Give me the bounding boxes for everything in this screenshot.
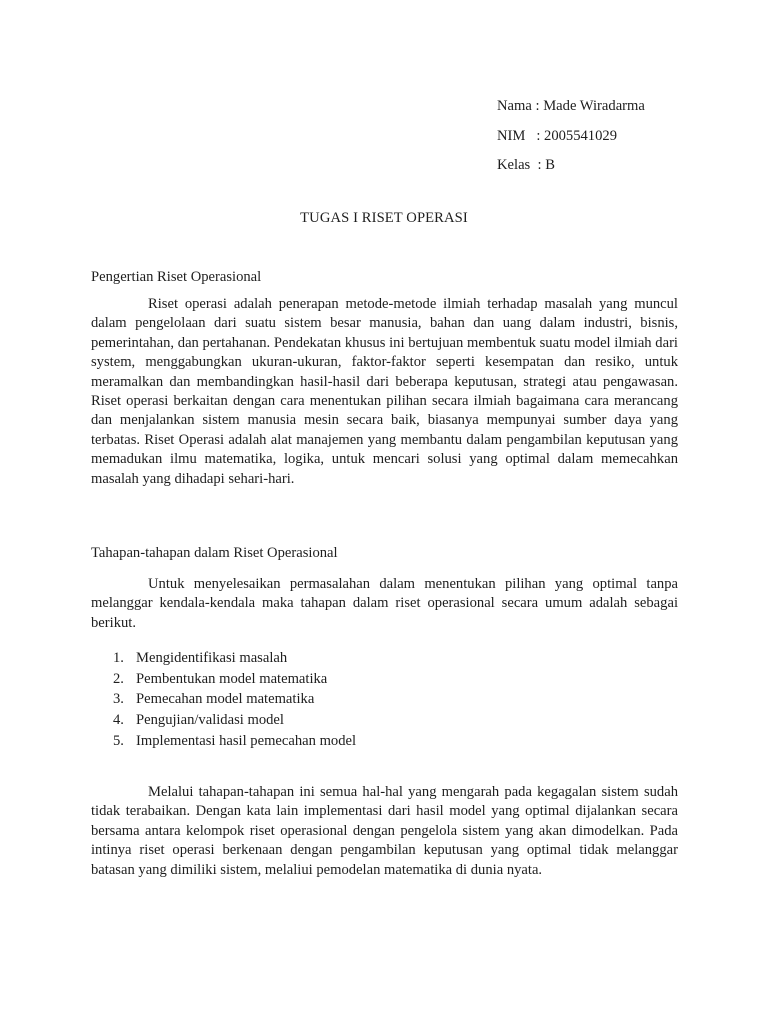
definition-paragraph-text: Riset operasi adalah penerapan metode-metode ilmiah terhadap masalah yang muncul dalam pengelolaan dari suatu sistem besar manusia, bahan dan uang dalam industri, bisnis, pemerintahan, dan pertahanan. Pendekatan khusus ini bertujuan membentuk suatu model ilmiah dari system, menggabungkan ukuran-ukuran, faktor-faktor seperti kesempatan dan resiko, untuk meramalkan dan membandingkan hasil-hasil dari beberapa keputusan, strategi atau pengawasan. Riset operasi berkaitan dengan cara menentukan pilihan secara ilmiah bagaimana cara merancang dan menjalankan sistem manusia mesin secara baik, biasanya mempunyai sumber daya yang terbatas. Riset Operasi adalah alat manajemen yang membantu dalam pengambilan keputusan yang memadukan ilmu matematika, logika, untuk mencari solusi yang optimal dalam memecahkan masalah yang dihadapi sehari-hari. — [91, 296, 678, 487]
list-item — [91, 669, 356, 690]
list-item-number: 2. — [113, 670, 124, 687]
stages-intro-text: Untuk menyelesaikan permasalahan dalam menentukan pilihan yang optimal tanpa melanggar kendala-kendala maka tahapan dalam riset operasional secara umum adalah sebagai berikut. — [91, 576, 678, 631]
section-heading-definition: Pengertian Riset Operasional — [91, 269, 262, 285]
document-title: TUGAS I RISET OPERASI — [300, 210, 468, 226]
list-item-number: 3. — [113, 691, 124, 708]
list-item-number: 1. — [113, 650, 124, 666]
list-item — [91, 648, 356, 669]
list-item — [91, 710, 356, 731]
list-item-number: 4. — [113, 712, 124, 729]
list-item — [91, 731, 356, 752]
section-heading-stages: Tahapan-tahapan dalam Riset Operasional — [91, 545, 338, 561]
list-item-number: 5. — [113, 732, 124, 749]
student-identity — [497, 92, 645, 181]
closing-paragraph — [91, 783, 678, 880]
closing-paragraph-text: Melalui tahapan-tahapan ini semua hal-hal yang mengarah pada kegagalan sistem sudah tidak terabaikan. Dengan kata lain implementasi dari hasil model yang optimal dijalankan secara bersama antara kelompok riset operasional dengan pengelola sistem yang akan dimodelkan. Pada intinya riset operasi berkenaan dengan pengambilan keputusan yang optimal tidak melanggar batasan yang dimiliki sistem, melaliui pemodelan matematika di dunia nyata. — [91, 784, 678, 878]
definition-paragraph — [91, 295, 678, 489]
stages-intro-paragraph — [91, 575, 678, 633]
list-item-text: Mengidentifikasi masalah — [136, 650, 288, 666]
list-item-text: Pembentukan model matematika — [136, 670, 328, 687]
student-name: Nama : Made Wiradarma — [497, 98, 645, 114]
list-item-text: Pengujian/validasi model — [136, 712, 284, 729]
student-class: Kelas : B — [497, 157, 555, 173]
list-item-text: Implementasi hasil pemecahan model — [136, 732, 357, 749]
list-item-text: Pemecahan model matematika — [136, 691, 315, 708]
list-item — [91, 689, 356, 710]
student-nim: NIM : 2005541029 — [497, 127, 617, 144]
stages-list — [91, 648, 356, 752]
